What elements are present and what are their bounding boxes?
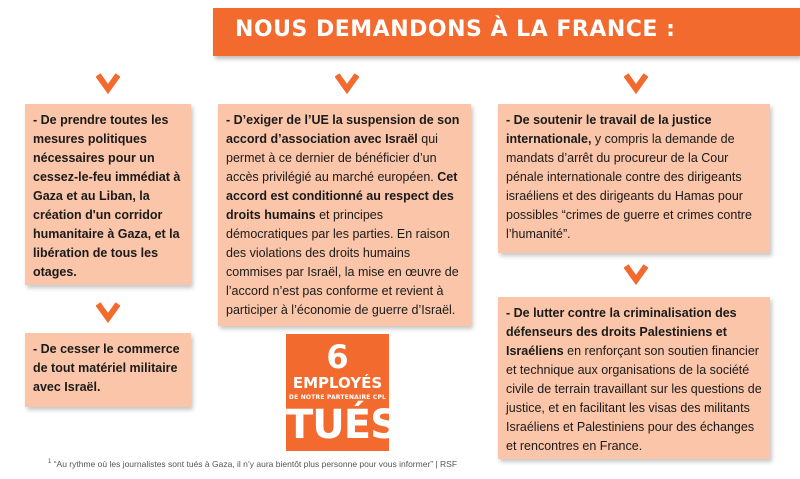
demand-card-ceasefire xyxy=(25,104,191,285)
demand-text: - De prendre toutes les mesures politiques nécessaires pour un cessez-le-feu immédiat à Gaza et au Liban, la création d'un corridor humanitaire à Gaza, et la libération de tous les otages. xyxy=(33,113,181,279)
header-banner xyxy=(213,8,800,56)
demand-text-bold: - De soutenir le travail de la justice internationale, xyxy=(506,113,712,146)
casualty-badge xyxy=(286,334,398,451)
badge-number: 6 xyxy=(326,338,349,376)
demand-card-international-justice xyxy=(498,104,770,253)
down-arrow-icon xyxy=(624,67,648,95)
demand-text-bold: - D’exiger de l’UE la suspension de son accord d’association avec Israël xyxy=(226,113,460,146)
badge-employes: EMPLOYÉS xyxy=(292,374,383,392)
down-arrow-icon xyxy=(96,67,120,95)
down-arrow-icon xyxy=(96,296,120,324)
demand-card-eu-agreement xyxy=(218,104,471,326)
demand-text: et principes démocratiques par les parties. En raison des violations des droits humains commises par Israël, la mise en œuvre de l’accord n’est pas conforme et revient à participer à l’économie de guerre d’Israël. xyxy=(226,208,459,317)
down-arrow-icon xyxy=(335,67,359,95)
demand-text: qui permet à ce dernier de bénéficier d’un accès privilégié au marché européen. xyxy=(226,132,438,184)
demand-card-arms-trade xyxy=(25,333,191,407)
footnote xyxy=(48,459,457,469)
footnote-text: “Au rythme où les journalistes sont tués à Gaza, il n’y aura bientôt plus personne pour vous informer” | RSF xyxy=(53,459,458,469)
demand-text-bold: Cet accord est conditionné au respect des droits humains xyxy=(226,170,458,222)
demand-card-human-rights-defenders xyxy=(498,297,770,459)
demand-text-bold: - De lutter contre la criminalisation des défenseurs des droits Palestiniens et Israéliens xyxy=(506,306,737,358)
demand-text: - De cesser le commerce de tout matériel militaire avec Israël. xyxy=(33,342,180,394)
page-title: NOUS DEMANDONS À LA FRANCE : xyxy=(235,17,676,42)
footnote-marker: 1 xyxy=(48,459,52,466)
demand-text: y compris la demande de mandats d’arrêt du procureur de la Cour pénale internationale contre des dirigeants israéliens et des dirigeants du Hamas pour possibles “crimes de guerre et crimes contre l’humanité”. xyxy=(506,132,752,241)
down-arrow-icon xyxy=(624,258,648,286)
badge-partner: DE NOTRE PARTENAIRE CPL xyxy=(288,394,387,401)
badge-tues: TUÉS xyxy=(286,402,398,448)
demand-text: en renforçant son soutien financier et technique aux organisations de la société civile de terrain travaillant sur les questions de justice, et en facilitant les visas des militants Israéliens et Palestiniens pour des échanges et rencontres en France. xyxy=(506,344,762,453)
